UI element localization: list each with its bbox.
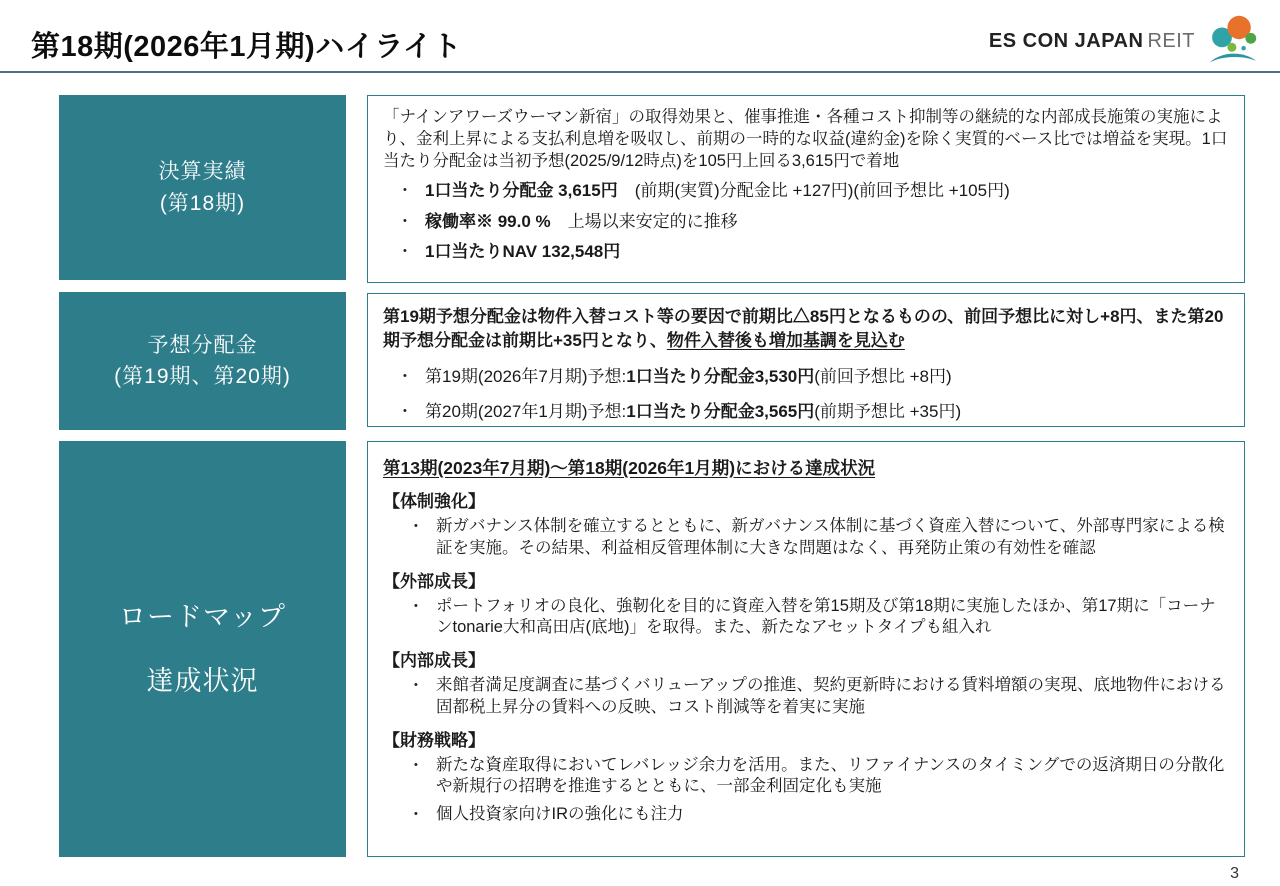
bullet-icon: • xyxy=(414,808,418,821)
forecast-19th-comparison: (前回予想比 +8円) xyxy=(814,366,952,386)
forecast-bullet-19th xyxy=(383,366,1229,388)
external-growth-bullet xyxy=(383,596,1229,640)
header-divider xyxy=(0,71,1280,73)
bullet-icon: • xyxy=(414,758,418,771)
section-label-line: (第18期) xyxy=(159,191,246,215)
financial-strategy-text-2: 個人投資家向けIRの強化にも注力 xyxy=(436,805,684,824)
bullet-icon: • xyxy=(414,520,418,532)
roadmap-content-box xyxy=(367,441,1245,857)
results-lead-text: 「ナインアワーズウーマン新宿」の取得効果と、催事推進・各種コスト抑制等の継続的な内部成長施策の実施により、金利上昇による支払利息増を吸収し、前期の一時的な収益(違約金)を除く実質的ベース比では増益を実現。1口当たり分配金は当初予想(2025/9/12時点)を105円上回る3,615円で着地 xyxy=(383,108,1228,171)
forecast-20th-label: 第20期(2027年1月期)予想: xyxy=(425,402,627,422)
financial-strategy-bullet-2 xyxy=(383,804,1229,826)
forecast-lead-underlined: 物件入替後も増加基調を見込む xyxy=(666,330,905,350)
forecast-19th-dpu: 1口当たり分配金3,530円 xyxy=(626,366,815,386)
forecast-20th-dpu: 1口当たり分配金3,565円 xyxy=(626,402,815,422)
logo-balloon-icon xyxy=(1204,14,1258,68)
bullet-icon: • xyxy=(403,405,407,418)
internal-growth-bullet xyxy=(383,675,1229,719)
category-governance: 【体制強化】 xyxy=(383,492,485,511)
section-label-roadmap xyxy=(59,441,346,857)
section-label-results xyxy=(59,95,346,280)
bullet-icon: • xyxy=(403,184,407,197)
bullet-icon: • xyxy=(403,245,407,258)
section-label-line: ロードマップ xyxy=(119,601,286,632)
dpu-value: 1口当たり分配金 3,615円 xyxy=(425,181,618,201)
results-bullet-occupancy xyxy=(383,211,1229,233)
category-internal-growth: 【内部成長】 xyxy=(383,651,485,671)
results-bullet-dpu xyxy=(383,180,1229,202)
logo-text-main: ES CON JAPAN xyxy=(988,29,1144,52)
results-content-box xyxy=(367,95,1245,283)
internal-growth-text: 来館者満足度調査に基づくバリューアップの推進、契約更新時における賃料増額の実現、底地物件における固都税上昇分の賃料への反映、コスト削減等を着実に実施 xyxy=(436,676,1226,716)
occupancy-note: 上場以来安定的に推移 xyxy=(550,211,738,231)
financial-strategy-bullet-1 xyxy=(383,755,1229,799)
forecast-lead-main: 第19期予想分配金は物件入替コスト等の要因で前期比△85円となるものの、前回予想比に対し+8円、また第20期予想分配金は前期比+35円となり、 xyxy=(383,307,1224,350)
section-label-line: (第19期、第20期) xyxy=(114,365,291,388)
forecast-bullet-20th xyxy=(383,401,1229,423)
escon-japan-reit-logo xyxy=(989,14,1258,68)
forecast-20th-comparison: (前期予想比 +35円) xyxy=(814,402,962,422)
roadmap-period-heading: 第13期(2023年7月期)〜第18期(2026年1月期)における達成状況 xyxy=(383,458,876,478)
category-external-growth: 【外部成長】 xyxy=(383,571,485,591)
logo-text xyxy=(989,30,1195,53)
dpu-comparison: (前期(実質)分配金比 +127円)(前回予想比 +105円) xyxy=(617,181,1010,201)
page-title: 第18期(2026年1月期)ハイライト xyxy=(31,31,462,63)
governance-text: 新ガバナンス体制を確立するとともに、新ガバナンス体制に基づく資産入替について、外部専門家による検証を実施。その結果、利益相反管理体制に大きな問題はなく、再発防止策の有効性を確認 xyxy=(436,517,1225,557)
bullet-icon: • xyxy=(403,214,407,227)
section-label-forecast xyxy=(59,292,346,430)
bullet-icon: • xyxy=(414,599,418,612)
category-financial-strategy: 【財務戦略】 xyxy=(383,730,485,750)
forecast-content-box xyxy=(367,293,1245,427)
results-bullet-nav xyxy=(383,241,1229,263)
logo-text-sub: REIT xyxy=(1147,29,1195,52)
governance-bullet xyxy=(383,516,1229,560)
bullet-icon: • xyxy=(414,679,418,692)
bullet-icon: • xyxy=(403,369,407,382)
forecast-lead-text xyxy=(383,305,1229,353)
nav-value: 1口当たりNAV 132,548円 xyxy=(425,242,621,262)
page-number: 3 xyxy=(1230,865,1239,882)
section-label-line: 予想分配金 xyxy=(147,333,258,357)
section-label-line: 決算実績 xyxy=(158,160,247,183)
section-label-line: 達成状況 xyxy=(146,666,259,696)
forecast-19th-label: 第19期(2026年7月期)予想: xyxy=(425,366,627,386)
external-growth-text: ポートフォリオの良化、強靭化を目的に資産入替を第15期及び第18期に実施したほか、第17期に「コーナンtonarie大和高田店(底地)」を取得。また、新たなアセットタイプも組入れ xyxy=(436,596,1216,637)
financial-strategy-text-1: 新たな資産取得においてレバレッジ余力を活用。また、リファイナンスのタイミングでの返済期日の分散化や新規行の招聘を推進するとともに、一部金利固定化も実施 xyxy=(436,755,1225,796)
occupancy-value: 稼働率※ 99.0 % xyxy=(425,211,551,231)
